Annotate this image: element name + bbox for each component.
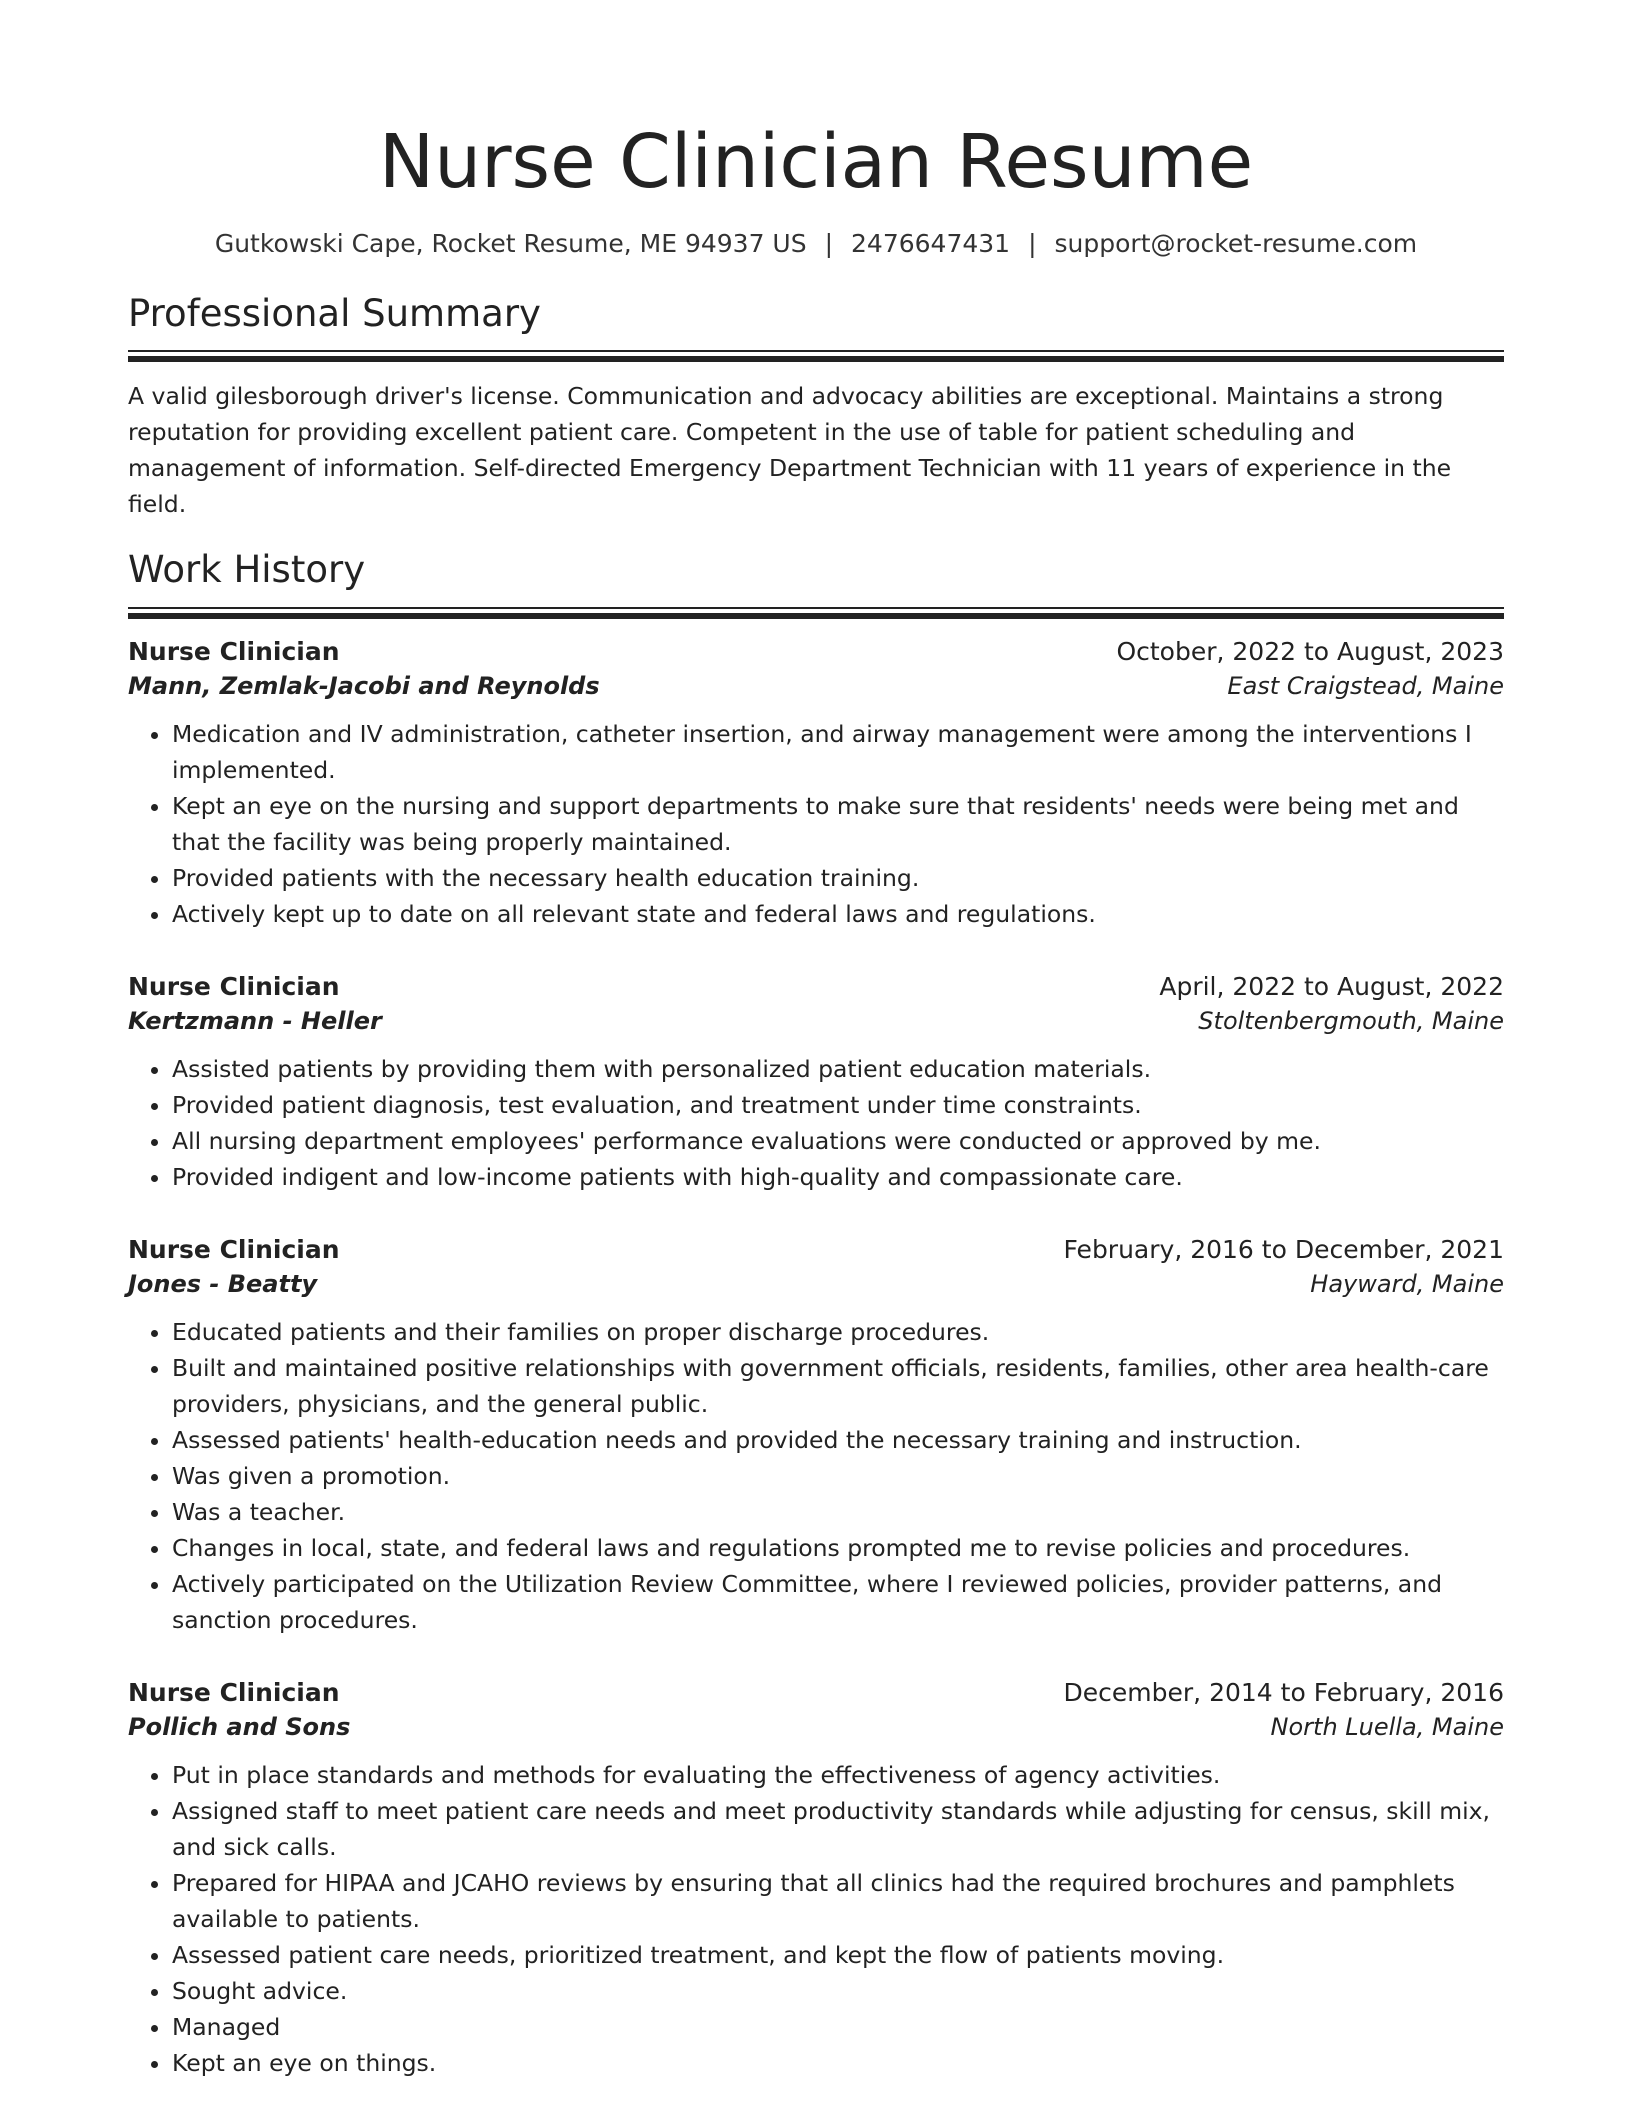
job-company: Jones - Beatty [128,1269,318,1298]
job-dates: December, 2014 to February, 2016 [1063,1677,1504,1707]
job-duty-item: • Assisted patients by providing them with personalized patient education materials. [172,1051,1504,1087]
job-duty-item: • Provided patient diagnosis, test evaluation, and treatment under time constraints. [172,1087,1504,1123]
divider-thin-line [128,350,1504,352]
job-duties-list [128,1314,1504,1638]
job-duty-item: • Put in place standards and methods for evaluating the effectiveness of agency activities. [172,1757,1504,1793]
job-company: Pollich and Sons [128,1712,351,1741]
job-entry [128,1678,1504,2081]
job-company: Mann, Zemlak-Jacobi and Reynolds [128,671,600,700]
job-duty-item: • Sought advice. [172,1973,1504,2009]
job-employer-row [128,1007,1504,1035]
job-duty-item: • Prepared for HIPAA and JCAHO reviews by ensuring that all clinics had the required brochures and pamphlets available to patients. [172,1865,1504,1937]
job-duty-item: • Changes in local, state, and federal laws and regulations prompted me to revise policies and procedures. [172,1530,1504,1566]
job-duty-item: • Medication and IV administration, catheter insertion, and airway management were among the interventions I implemented. [172,716,1504,788]
job-duty-item: • Managed [172,2009,1504,2045]
job-duty-item: • Was given a promotion. [172,1458,1504,1494]
job-duty-item: • Actively participated on the Utilization Review Committee, where I reviewed policies, provider patterns, and sanction procedures. [172,1566,1504,1638]
job-title: Nurse Clinician [128,1677,340,1707]
job-duty-item: • Educated patients and their families on proper discharge procedures. [172,1314,1504,1350]
contact-email: support@rocket-resume.com [1054,228,1418,258]
job-duty-item: • Built and maintained positive relationships with government officials, residents, families, other area health-care providers, physicians, and the general public. [172,1350,1504,1422]
job-duties-list [128,716,1504,932]
job-entry [128,1235,1504,1638]
job-header-row [128,637,1504,666]
job-dates: February, 2016 to December, 2021 [1063,1234,1504,1264]
job-title: Nurse Clinician [128,1234,340,1264]
job-duties-list [128,1757,1504,2081]
job-employer-row [128,1713,1504,1741]
job-employer-row [128,1270,1504,1298]
job-header-row [128,972,1504,1001]
divider-thick-line [128,356,1504,362]
professional-summary-section [128,292,1504,522]
job-location: Stoltenbergmouth, Maine [1198,1006,1504,1035]
job-dates: April, 2022 to August, 2022 [1159,971,1504,1001]
job-company: Kertzmann - Heller [128,1006,382,1035]
job-header-row [128,1235,1504,1264]
section-divider [128,607,1504,619]
section-divider [128,350,1504,362]
job-entry [128,637,1504,932]
job-location: East Craigstead, Maine [1227,671,1504,700]
job-duty-item: • All nursing department employees' performance evaluations were conducted or approved by me. [172,1123,1504,1159]
job-duties-list [128,1051,1504,1195]
job-employer-row [128,672,1504,700]
contact-address: Gutkowski Cape, Rocket Resume, ME 94937 US [214,228,807,258]
job-location: Hayward, Maine [1310,1269,1504,1298]
job-header-row [128,1678,1504,1707]
job-duty-item: • Provided indigent and low-income patients with high-quality and compassionate care. [172,1159,1504,1195]
job-title: Nurse Clinician [128,636,340,666]
summary-text: A valid gilesborough driver's license. Communication and advocacy abilities are exceptional. Maintains a strong reputation for providing excellent patient care. Competent in the use of table for patient scheduling and management of information. Self-directed Emergency Department Technician with 11 years of experience in the field. [128,382,1452,519]
contact-separator: | [824,228,834,258]
job-duty-item: • Provided patients with the necessary health education training. [172,860,1504,896]
job-location: North Luella, Maine [1270,1712,1504,1741]
job-duty-item: • Assessed patient care needs, prioritized treatment, and kept the flow of patients moving. [172,1937,1504,1973]
section-heading-summary: Professional Summary [128,291,541,335]
section-heading-work: Work History [128,548,366,592]
contact-separator: | [1028,228,1037,258]
contact-line [128,229,1504,258]
resume-title: Nurse Clinician Resume [378,119,1254,205]
job-duty-item: • Was a teacher. [172,1494,1504,1530]
contact-phone: 2476647431 [851,228,1011,258]
job-title: Nurse Clinician [128,971,340,1001]
job-entry [128,972,1504,1195]
job-duty-item: • Assessed patients' health-education needs and provided the necessary training and instruction. [172,1422,1504,1458]
job-duty-item: • Kept an eye on things. [172,2045,1504,2081]
work-history-section [128,548,1504,2080]
divider-thin-line [128,607,1504,609]
job-duty-item: • Kept an eye on the nursing and support departments to make sure that residents' needs were being met and that the facility was being properly maintained. [172,788,1504,860]
job-list [128,637,1504,2081]
job-duty-item: • Actively kept up to date on all relevant state and federal laws and regulations. [172,896,1504,932]
job-dates: October, 2022 to August, 2023 [1116,636,1504,666]
job-duty-item: • Assigned staff to meet patient care needs and meet productivity standards while adjusting for census, skill mix, and sick calls. [172,1793,1504,1865]
divider-thick-line [128,613,1504,619]
